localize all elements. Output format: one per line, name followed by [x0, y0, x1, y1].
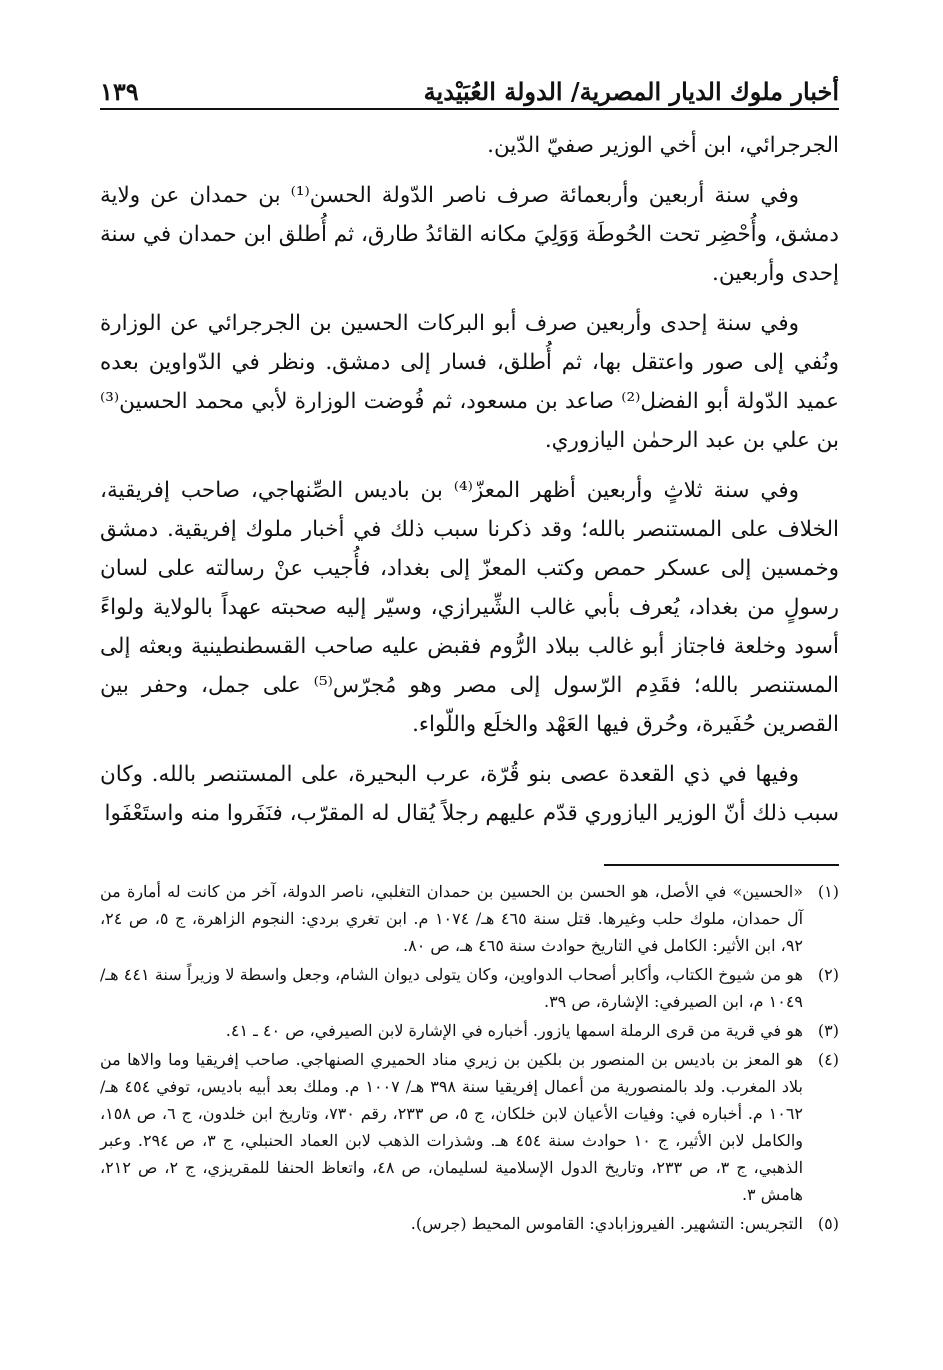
footnote-separator: [604, 864, 839, 866]
header-rule: [100, 108, 839, 110]
footnotes: [100, 878, 839, 1237]
footnote: [100, 961, 839, 1015]
footnote: [100, 1046, 839, 1208]
footnote-number: (٣): [817, 1021, 839, 1040]
main-text: [100, 126, 839, 833]
footnote-text: هو من شيوخ الكتاب، وأكابر أصحاب الدواوين، وكان يتولى ديوان الشام، وجعل واسطة لا وزيراً سنة ٤٤١ هـ/ ١٠٤٩ م، ابن الصيرفي: الإشارة، ص ٣٩.: [100, 965, 803, 1011]
footnote-text: هو المعز بن باديس بن المنصور بن بلكين بن زيري مناد الحميري الصنهاجي. صاحب إفريقيا وما والاها من بلاد المغرب. ولد بالمنصورية من أعمال إفريقيا سنة ٣٩٨ هـ/ ١٠٠٧ م. وملك بعد أبيه باديس، توفي ٤٥٤ هـ/ ١٠٦٢ م. أخباره في: وفيات الأعيان لابن خلكان، ج ٥، ص ٢٣٣، رقم ٧٣٠، وتاريخ ابن خلدون، ج ٦، ص ١٥٨، والكامل لابن الأثير، ج ١٠ حوادث سنة ٤٥٤ هـ. وشذرات الذهب لابن العماد الحنبلي، ج ٣، ص ٢٩٤. وعبر الذهبي، ج ٣، ص ٢٣٣، وتاريخ الدول الإسلامية لسليمان، ص ٤٨، واتعاظ الحنفا للمقريزي، ج ٢، ص ٢١٢، هامش ٣.: [100, 1050, 804, 1204]
footnote: [100, 1210, 839, 1237]
footnote-text: «الحسين» في الأصل، هو الحسن بن الحسين بن حمدان التغلبي، ناصر الدولة، آخر من كانت له أمارة من آل حمدان، ملوك حلب وغيرها. قتل سنة ٤٦٥ هـ/ ١٠٧٤ م. ابن تغري بردي: النجوم الزاهرة، ج ٥، ص ٢٤، ٩٢، ابن الأثير: الكامل في التاريخ حوادث سنة ٤٦٥ هـ، ص ٨٠.: [100, 882, 804, 955]
footnote: [100, 878, 839, 959]
footnote-number: (٤): [817, 1050, 839, 1069]
paragraph: وفيها في ذي القعدة عصى بنو قُرّة، عرب البحيرة، على المستنصر بالله. وكان سبب ذلك أنّ الوزير اليازوري قدّم عليهم رجلاً يُقال له المقرّب، فنَفَروا منه واستَعْفَوا: [100, 762, 839, 826]
footnote-text: هو في قرية من قرى الرملة اسمها يازور. أخباره في الإشارة لابن الصيرفي، ص ٤٠ ـ ٤١.: [225, 1021, 803, 1040]
paragraph: وفي سنة ثلاثٍ وأربعين أظهر المعزّ⁽⁴⁾ بن باديس الصِّنهاجي، صاحب إفريقية، الخلاف على المستنصر بالله؛ وقد ذكرنا سبب ذلك في أخبار ملوك إفريقية. دمشق وخمسين إلى عسكر حمص وكتب المعزّ إلى بغداد، فأُجيب عنْ رسالته على لسان رسولٍ من بغداد، يُعرف بأبي غالب الشِّيرازي، وسيّر إليه صحبته عهداً بالولاية ولواءً أسود وخلعة فاجتاز أبو غالب ببلاد الرُّوم فقبض عليه صاحب القسطنطينية وبعثه إلى المستنصر بالله؛ فقَدِم الرّسول إلى مصر وهو مُجرّس⁽⁵⁾ على جمل، وحفر بين القصرين حُفَيرة، وحُرق فيها العَهْد والخلَع واللّواء.: [100, 478, 839, 737]
footnote-text: التجريس: التشهير. الفيروزابادي: القاموس المحيط (جرس).: [410, 1214, 803, 1233]
page-header: [100, 62, 839, 106]
paragraph: وفي سنة إحدى وأربعين صرف أبو البركات الحسين بن الجرجرائي عن الوزارة ونُفي إلى صور واعتقل بها، ثم أُطلق، فسار إلى دمشق. ونظر في الدّواوين بعده عميد الدّولة أبو الفضل⁽²⁾ صاعد بن مسعود، ثم فُوضت الوزارة لأبي محمد الحسين⁽³⁾ بن علي بن عبد الرحمٰن اليازوري.: [100, 311, 839, 453]
footnote-number: (١): [817, 882, 839, 901]
paragraph: الجرجرائي، ابن أخي الوزير صفيّ الدّين.: [487, 133, 839, 158]
footnote-number: (٥): [817, 1214, 839, 1233]
footnote: [100, 1017, 839, 1044]
footnote-number: (٢): [817, 965, 839, 984]
running-title: أخبار ملوك الديار المصرية/ الدولة العُبَيْدية: [423, 77, 839, 106]
page-number: ١٣٩: [100, 77, 139, 106]
paragraph: وفي سنة أربعين وأربعمائة صرف ناصر الدّولة الحسن⁽¹⁾ بن حمدان عن ولاية دمشق، وأُحْضِر تحت الحُوطَة وَوَلِيَ مكانه القائدُ طارق، ثم أُطلق ابن حمدان في سنة إحدى وأربعين.: [100, 183, 839, 286]
